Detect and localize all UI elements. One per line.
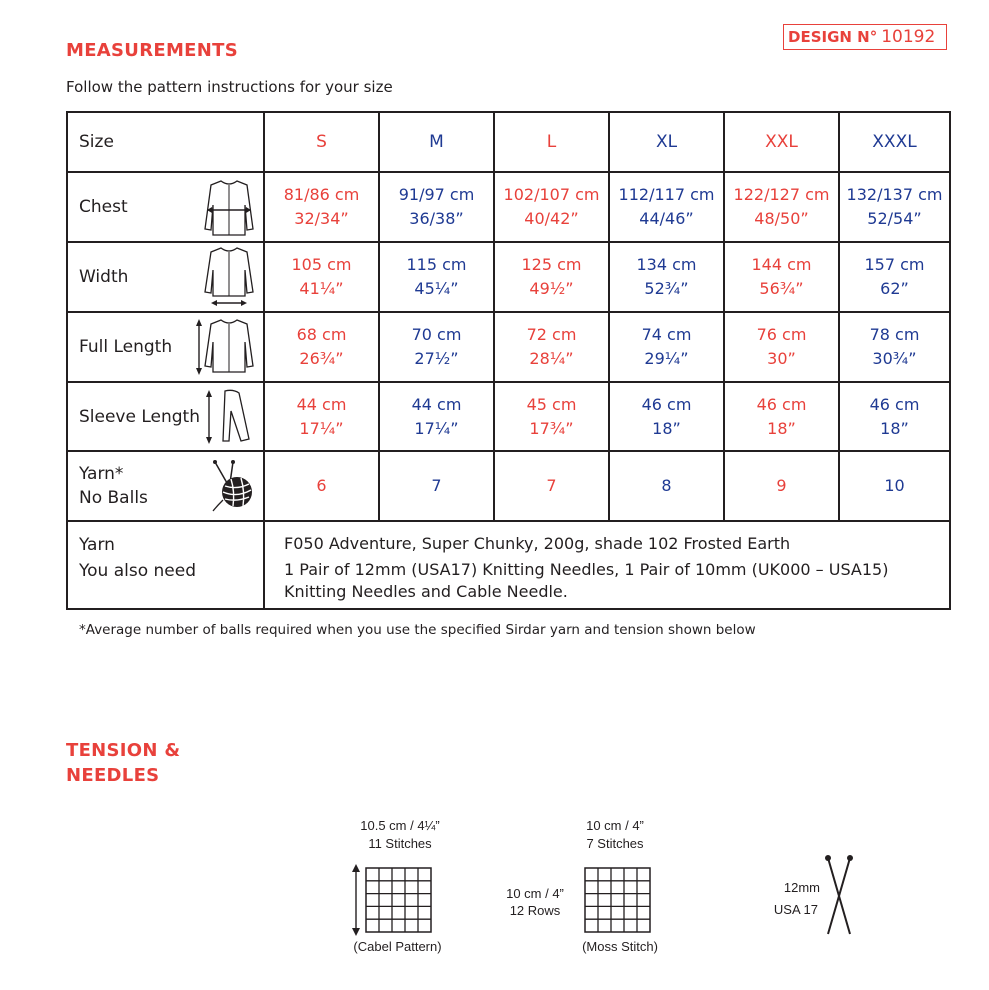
balls-l: 7 [494,451,609,521]
size-m: M [379,112,494,172]
full-length-xxxl [839,312,950,382]
full-length-xl-cm: 74 cm [641,325,692,344]
yarn-details [264,521,950,609]
balls-label-1: Yarn* [79,464,124,484]
intro-text: Follow the pattern instructions for your size [66,78,393,96]
chest-garment-icon [203,177,255,237]
width-l-cm: 125 cm [521,255,582,274]
full-length-s-cm: 68 cm [296,325,347,344]
width-s [264,242,379,312]
full-length-label: Full Length [79,337,173,357]
moss-stitches-label: 7 Stitches [586,836,644,851]
full-length-l [494,312,609,382]
full-length-row [67,312,950,382]
yarn-label-cell [67,521,264,609]
sleeve-length-m-cm: 44 cm [411,394,462,414]
chest-m-in: 36/38” [409,209,464,228]
chest-xxl-in: 48/50” [754,209,809,228]
width-m-cm: 115 cm [406,255,467,274]
sleeve-length-m-in: 17¼” [414,418,459,438]
sleeve-length-l [494,382,609,451]
full-length-xxxl-cm: 78 cm [869,325,920,344]
full-length-s [264,312,379,382]
sleeve-length-xxl [724,382,839,451]
needle-usa-label: USA 17 [773,902,818,917]
moss-swatch-grid-icon [583,866,653,936]
balls-xl: 8 [609,451,724,521]
tension-heading-2: NEEDLES [66,765,160,786]
design-label: DESIGN N° [788,28,878,46]
yarn-detail-line-3: Knitting Needles and Cable Needle. [284,582,568,601]
full-length-m-in: 27½” [414,349,459,368]
chest-m-cm: 91/97 cm [398,185,475,204]
chest-label-cell [67,172,264,242]
moss-height-label: 10 cm / 4” [506,886,564,901]
sleeve-length-row [67,382,950,451]
full-length-xxl [724,312,839,382]
chest-xl-cm: 112/117 cm [618,185,715,204]
width-xxl-in: 56¾” [759,279,804,298]
full-length-xxl-in: 30” [767,349,796,368]
needle-size-label: 12mm [783,880,820,895]
tension-heading-1: TENSION & [66,740,181,761]
cable-caption: (Cabel Pattern) [353,939,442,954]
full-length-garment-icon [193,316,255,378]
full-length-l-cm: 72 cm [526,325,577,344]
width-xxxl-cm: 157 cm [864,255,925,274]
balls-label-cell [67,451,264,521]
balls-s: 6 [264,451,379,521]
design-number-box [783,24,947,50]
width-row [67,242,950,312]
sleeve-length-xl-cm: 46 cm [641,394,692,414]
width-m [379,242,494,312]
balls-row [67,451,950,521]
chest-xxxl-in: 52/54” [867,209,922,228]
chest-s [264,172,379,242]
chest-s-cm: 81/86 cm [283,185,360,204]
full-length-l-in: 28¼” [529,349,574,368]
balls-m: 7 [379,451,494,521]
width-m-in: 45¼” [414,279,459,298]
cable-swatch-grid-icon [348,862,448,942]
chest-label: Chest [79,197,128,217]
sleeve-length-label: Sleeve Length [79,406,200,427]
also-need-label: You also need [79,561,196,581]
sleeve-length-s [264,382,379,451]
chest-xxl [724,172,839,242]
measurements-heading: MEASUREMENTS [66,40,238,61]
width-s-cm: 105 cm [291,255,352,274]
chest-l [494,172,609,242]
size-row [67,112,950,172]
cable-stitches-label: 11 Stitches [368,836,432,851]
yarn-ball-icon [211,460,255,512]
sleeve-length-l-in: 17¾” [529,418,574,438]
balls-xxl: 9 [724,451,839,521]
width-xxxl-in: 62” [880,279,909,298]
sleeve-length-m [379,382,494,451]
moss-rows-label: 12 Rows [509,903,561,918]
width-l [494,242,609,312]
chest-xl-in: 44/46” [639,209,694,228]
measurements-table [66,111,951,610]
moss-width-label: 10 cm / 4” [586,818,644,833]
chest-m [379,172,494,242]
yarn-detail-line-1: F050 Adventure, Super Chunky, 200g, shade 102 Frosted Earth [284,534,791,553]
full-length-label-cell [67,312,264,382]
sleeve-garment-icon [203,387,255,447]
size-l: L [494,112,609,172]
full-length-xxl-cm: 76 cm [756,325,807,344]
width-xl-cm: 134 cm [636,255,697,274]
knitting-needles-icon [820,854,860,938]
size-xxxl: XXXL [839,112,950,172]
moss-caption: (Moss Stitch) [582,939,658,954]
size-xxl: XXL [724,112,839,172]
width-l-in: 49½” [529,279,574,298]
sleeve-length-l-cm: 45 cm [526,394,577,414]
size-xl: XL [609,112,724,172]
sleeve-length-s-cm: 44 cm [296,394,347,414]
balls-label-2: No Balls [79,488,148,508]
design-number: 10192 [881,27,936,47]
sleeve-length-label-cell [67,382,264,451]
chest-xl [609,172,724,242]
width-xxl-cm: 144 cm [751,255,812,274]
sleeve-length-xl-in: 18” [652,418,681,438]
yarn-row [67,521,950,609]
width-s-in: 41¼” [299,279,344,298]
sleeve-length-s-in: 17¼” [299,418,344,438]
chest-xxxl-cm: 132/137 cm [846,185,943,204]
full-length-m [379,312,494,382]
chest-row [67,172,950,242]
full-length-m-cm: 70 cm [411,325,462,344]
width-garment-icon [203,246,255,308]
sleeve-length-xxl-in: 18” [767,418,796,438]
width-label: Width [79,267,129,287]
width-label-cell [67,242,264,312]
full-length-xl-in: 29¼” [644,349,689,368]
sleeve-length-xxl-cm: 46 cm [756,394,807,414]
chest-xxl-cm: 122/127 cm [733,185,830,204]
width-xl-in: 52¾” [644,279,689,298]
width-xl [609,242,724,312]
full-length-s-in: 26¾” [299,349,344,368]
sleeve-length-xxxl-in: 18” [880,418,909,438]
footnote: *Average number of balls required when you use the specified Sirdar yarn and tension shown below [79,622,756,638]
sleeve-length-xl [609,382,724,451]
size-s: S [264,112,379,172]
sleeve-length-xxxl [839,382,950,451]
size-label: Size [67,112,264,172]
sleeve-length-xxxl-cm: 46 cm [869,394,920,414]
width-xxl [724,242,839,312]
chest-s-in: 32/34” [294,209,349,228]
chest-xxxl [839,172,950,242]
balls-xxxl: 10 [839,451,950,521]
full-length-xxxl-in: 30¾” [872,349,917,368]
chest-l-cm: 102/107 cm [503,185,600,204]
chest-l-in: 40/42” [524,209,579,228]
yarn-detail-line-2: 1 Pair of 12mm (USA17) Knitting Needles, 1 Pair of 10mm (UK000 – USA15) [284,560,889,579]
full-length-xl [609,312,724,382]
cable-width-label: 10.5 cm / 4¼” [360,818,440,833]
yarn-label: Yarn [79,535,115,555]
width-xxxl [839,242,950,312]
